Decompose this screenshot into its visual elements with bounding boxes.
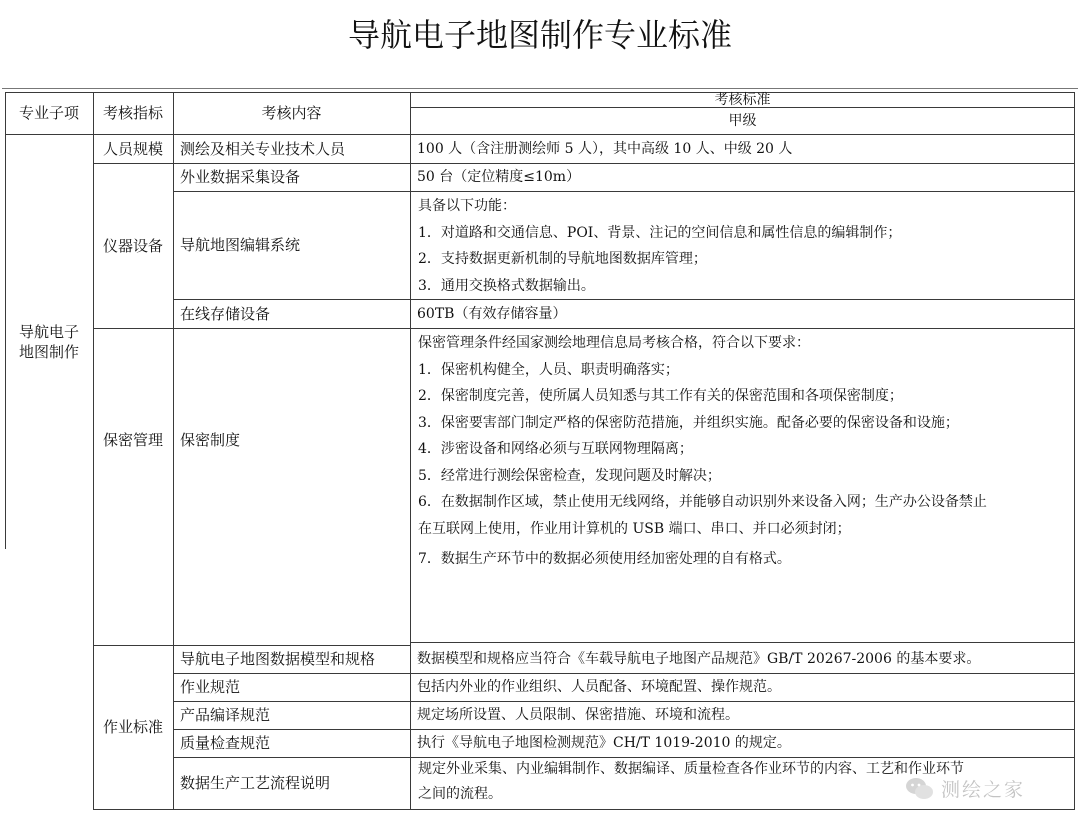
header-item: 专业子项	[18, 104, 79, 122]
content-secrecy: 保密制度	[180, 431, 241, 449]
secrecy-line: 5．经常进行测绘保密检查，发现问题及时解决；	[418, 467, 721, 484]
content-work-spec: 作业规范	[180, 678, 241, 696]
standard-secrecy	[410, 328, 1074, 642]
group-secrecy: 保密管理	[102, 431, 163, 449]
watermark-text: 测绘之家	[941, 779, 1026, 801]
table-border-right	[1074, 92, 1075, 810]
nav-system-line: 2．支持数据更新机制的导航地图数据库管理；	[418, 251, 707, 267]
content-field-equipment: 外业数据采集设备	[180, 168, 301, 186]
content-quality-spec: 质量检查规范	[180, 734, 271, 752]
secrecy-line: 保密管理条件经国家测绘地理信息局考核合格，符合以下要求：	[418, 335, 810, 351]
secrecy-line: 4．涉密设备和网络必须与互联网物理隔离；	[418, 441, 693, 457]
standard-quality-spec: 执行《导航电子地图检测规范》CH/T 1019-2010 的规定。	[417, 735, 791, 751]
secrecy-line: 2．保密制度完善，使所属人员知悉与其工作有关的保密范围和各项保密制度；	[418, 388, 903, 404]
content-staff: 测绘及相关专业技术人员	[180, 139, 346, 158]
standard-data-model: 数据模型和规格应当符合《车载导航电子地图产品规范》GB/T 20267-2006 的基本要求。	[417, 651, 981, 667]
secrecy-line: 在互联网上使用，作业用计算机的 USB 端口、串口、并口必须封闭；	[418, 520, 851, 537]
standard-field-equipment: 50 台（定位精度≤10m）	[417, 169, 581, 185]
standard-staff: 100 人（含注册测绘师 5 人），其中高级 10 人、中级 20 人	[417, 140, 793, 157]
subject-line: 导航电子	[18, 322, 79, 341]
content-process: 数据生产工艺流程说明	[180, 774, 331, 792]
page-title: 导航电子地图制作专业标准	[347, 16, 732, 54]
row-line	[410, 642, 1075, 643]
title-divider	[2, 88, 1078, 89]
content-data-model: 导航电子地图数据模型和规格	[180, 650, 376, 668]
secrecy-line: 3．保密要害部门制定严格的保密防范措施，并组织实施。配备必要的保密设备和设施；	[418, 414, 959, 431]
content-nav-system: 导航地图编辑系统	[180, 236, 301, 254]
standard-process	[410, 757, 1074, 809]
header-standard: 考核标准	[714, 92, 771, 108]
group-instruments: 仪器设备	[102, 236, 163, 255]
nav-system-line: 1．对道路和交通信息、POI、背景、注记的空间信息和属性信息的编辑制作；	[418, 224, 902, 241]
content-product-spec: 产品编译规范	[180, 706, 271, 724]
standards-table	[5, 92, 1075, 810]
standard-storage: 60TB（有效存储容量）	[417, 305, 567, 322]
content-storage: 在线存储设备	[180, 304, 271, 323]
standard-work-spec: 包括内外业的作业组织、人员配备、环境配置、操作规范。	[417, 679, 781, 695]
standard-product-spec: 规定场所设置、人员限制、保密措施、环境和流程。	[417, 707, 739, 723]
table-border-bottom	[93, 809, 1075, 810]
subject-line: 地图制作	[18, 342, 79, 361]
subject-cell	[5, 134, 93, 549]
standard-nav-system	[410, 191, 1074, 299]
nav-system-line: 具备以下功能：	[418, 198, 516, 214]
process-line: 之间的流程。	[418, 786, 502, 802]
process-line: 规定外业采集、内业编辑制作、数据编译、质量检查各作业环节的内容、工艺和作业环节	[418, 761, 964, 777]
group-operations: 作业标准	[102, 718, 163, 736]
header-content: 考核内容	[261, 104, 322, 122]
secrecy-line: 7．数据生产环节中的数据必须使用经加密处理的自有格式。	[418, 551, 791, 567]
secrecy-line: 6．在数据制作区域，禁止使用无线网络，并能够自动识别外来设备入网；生产办公设备禁止	[418, 494, 987, 510]
header-grade: 甲级	[728, 113, 757, 129]
header-indicator: 考核指标	[102, 104, 163, 122]
secrecy-line: 1．保密机构健全，人员、职责明确落实；	[418, 361, 679, 378]
nav-system-line: 3．通用交换格式数据输出。	[418, 277, 595, 294]
group-personnel: 人员规模	[102, 139, 163, 158]
